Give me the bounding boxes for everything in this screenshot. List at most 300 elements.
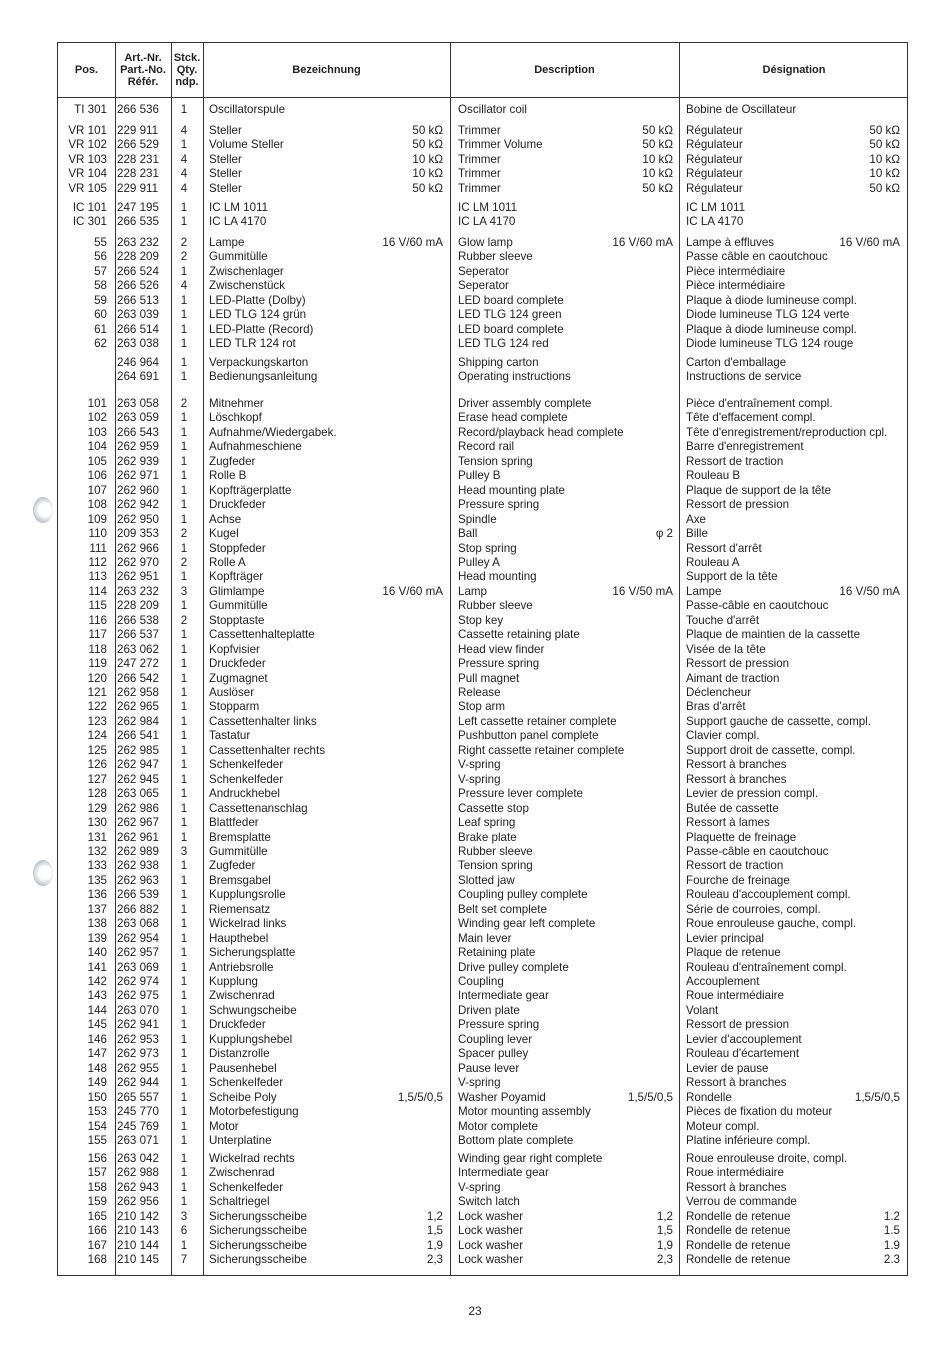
french-designation: Levier principal [686, 931, 764, 945]
german-value: 50 kΩ [412, 181, 443, 195]
table-row [58, 961, 907, 975]
item-position: VR 102 [68, 138, 107, 152]
french-value: 50 kΩ [869, 181, 900, 195]
quantity: 2 [180, 527, 188, 541]
table-row [58, 542, 907, 556]
item-position: 153 [87, 1105, 107, 1119]
french-value: 1.9 [883, 1238, 900, 1252]
part-number: 265 557 [117, 1090, 159, 1104]
german-name: Kupplung [209, 975, 258, 988]
item-position: 148 [87, 1061, 107, 1075]
item-position: 144 [87, 1003, 107, 1017]
french-designation: Accouplement [686, 975, 760, 988]
english-description: IC LA 4170 [458, 215, 516, 229]
quantity: 4 [180, 167, 188, 181]
quantity: 1 [180, 570, 188, 584]
german-name: Riemensatz [209, 902, 271, 916]
header-designation: Désignation [762, 64, 826, 76]
part-number: 266 541 [117, 729, 159, 743]
parts-list-table [57, 42, 908, 1276]
english-description: LED TLG 124 green [458, 308, 562, 322]
binder-hole-lower [33, 860, 53, 886]
quantity: 2 [180, 555, 188, 569]
item-position: 122 [87, 700, 107, 714]
item-position: 101 [87, 397, 107, 410]
quantity: 1 [180, 700, 188, 714]
table-row [58, 744, 907, 758]
german-value: 1,9 [426, 1238, 443, 1252]
table-row [58, 484, 907, 498]
table-row [58, 397, 907, 411]
french-designation: IC LA 4170 [686, 215, 744, 229]
german-name: Zugfeder [209, 454, 256, 468]
table-row [58, 138, 907, 152]
part-number: 262 986 [117, 801, 159, 815]
item-position: 104 [87, 440, 107, 454]
english-description: Drive pulley complete [458, 960, 569, 974]
part-number: 229 911 [117, 124, 159, 137]
item-position: 125 [87, 743, 107, 757]
quantity: 4 [180, 181, 188, 195]
quantity: 1 [180, 816, 188, 830]
item-position: 105 [87, 454, 107, 468]
table-row [58, 1224, 907, 1238]
part-number: 262 956 [117, 1195, 159, 1209]
header-part-number: Art.-Nr. Part.-No. Référ. [120, 52, 166, 88]
item-position: IC 301 [72, 215, 107, 229]
table-row [58, 513, 907, 527]
item-position: 147 [87, 1047, 107, 1061]
quantity: 1 [180, 642, 188, 656]
table-row [58, 337, 907, 351]
french-value: 1,5/5/0,5 [854, 1090, 900, 1104]
french-value: 10 kΩ [869, 152, 900, 166]
english-description: Slotted jaw [458, 873, 515, 887]
part-number: 262 963 [117, 873, 159, 887]
item-position: VR 103 [68, 152, 107, 166]
french-designation: Roue intermédiaire [686, 1166, 784, 1180]
english-description: V-spring [458, 758, 501, 772]
german-name: Auslöser [209, 686, 255, 699]
part-number: 264 691 [117, 370, 159, 384]
table-row [58, 1152, 907, 1166]
part-number: 210 144 [117, 1238, 159, 1252]
french-designation: Ressort de traction [686, 859, 784, 873]
quantity: 1 [180, 454, 188, 468]
english-description: Intermediate gear [458, 1166, 549, 1180]
part-number: 262 947 [117, 758, 159, 772]
part-number: 262 961 [117, 830, 159, 844]
quantity: 1 [180, 215, 188, 229]
quantity: 1 [180, 989, 188, 1003]
german-name: Cassettenanschlag [209, 801, 308, 815]
english-description: Operating instructions [458, 370, 571, 384]
table-row [58, 1120, 907, 1134]
french-designation: Rouleau d'entraînement compl. [686, 960, 847, 974]
table-row [58, 585, 907, 599]
table-row [58, 182, 907, 196]
item-position: 119 [88, 657, 107, 671]
english-description: Trimmer [458, 152, 501, 166]
quantity: 1 [180, 1166, 188, 1180]
part-number: 262 965 [117, 700, 159, 714]
french-designation: Pièce intermédiaire [686, 264, 786, 278]
english-description: Stop arm [458, 700, 506, 714]
part-number: 262 939 [117, 454, 159, 468]
french-designation: Plaque à diode lumineuse compl. [686, 293, 857, 307]
table-row [58, 686, 907, 700]
english-value: 16 V/60 mA [612, 236, 673, 249]
french-designation: Ressort à lames [686, 816, 770, 830]
table-row [58, 1105, 907, 1119]
german-name: Schenkelfeder [209, 772, 284, 786]
german-value: 2,3 [426, 1253, 443, 1267]
german-name: Bedienungsanleitung [209, 370, 318, 384]
quantity: 1 [180, 469, 188, 483]
english-description: Ball [458, 527, 478, 541]
french-designation: Bobine de Oscillateur [686, 103, 797, 116]
english-description: Head view finder [458, 642, 545, 656]
part-number: 262 943 [117, 1180, 159, 1194]
table-row [58, 700, 907, 714]
header-quantity: Stck. Qty. ndp. [173, 52, 201, 88]
item-position: 155 [87, 1133, 107, 1147]
part-number: 262 950 [117, 512, 159, 526]
english-description: Pull magnet [458, 671, 520, 685]
english-description: Head mounting [458, 570, 537, 584]
german-name: Aufnahme/Wiedergabek. [209, 425, 337, 439]
table-row [58, 201, 907, 215]
french-value: 50 kΩ [869, 124, 900, 137]
header-pos: Pos. [74, 64, 99, 76]
german-name: Löschkopf [209, 411, 262, 425]
english-description: Driver assembly complete [458, 397, 592, 410]
english-value: 1,9 [656, 1238, 673, 1252]
quantity: 1 [180, 308, 188, 322]
french-designation: IC LM 1011 [686, 201, 746, 214]
quantity: 1 [180, 498, 188, 512]
english-description: Record/playback head complete [458, 425, 624, 439]
quantity: 1 [180, 1133, 188, 1147]
table-row [58, 1047, 907, 1061]
french-designation: Plaque de maintien de la cassette [686, 628, 861, 642]
english-description: Pressure spring [458, 1018, 540, 1032]
german-name: Gummitülle [209, 250, 268, 264]
english-value: 1,5 [656, 1224, 673, 1238]
table-row [58, 657, 907, 671]
quantity: 1 [180, 1061, 188, 1075]
quantity: 1 [180, 1180, 188, 1194]
german-name: Motor [209, 1119, 239, 1133]
table-row [58, 294, 907, 308]
french-value: 10 kΩ [869, 167, 900, 181]
table-row [58, 903, 907, 917]
english-description: Retaining plate [458, 946, 536, 960]
english-description: Trimmer [458, 181, 501, 195]
french-designation: Régulateur [686, 138, 743, 152]
part-number: 266 524 [117, 264, 159, 278]
part-number: 262 957 [117, 946, 159, 960]
table-row [58, 323, 907, 337]
french-designation: Ressort à branches [686, 1076, 787, 1090]
part-number: 228 231 [117, 152, 159, 166]
english-value: 50 kΩ [642, 124, 673, 137]
german-name: Sicherungsscheibe [209, 1209, 307, 1223]
english-description: Cassette stop [458, 801, 529, 815]
german-name: Sicherungsscheibe [209, 1238, 307, 1252]
german-name: Cassettenhalter rechts [209, 743, 325, 757]
english-description: Winding gear left complete [458, 917, 596, 931]
quantity: 1 [180, 1195, 188, 1209]
german-name: Stoppfeder [209, 541, 266, 555]
quantity: 2 [180, 613, 188, 627]
quantity: 1 [180, 322, 188, 336]
item-position: VR 104 [68, 167, 107, 181]
quantity: 1 [180, 758, 188, 772]
french-designation: Rouleau d'écartement [686, 1047, 800, 1061]
french-designation: Verrou de commande [686, 1195, 797, 1209]
table-row [58, 758, 907, 772]
table-row [58, 1195, 907, 1209]
french-designation: Tête d'effacement compl. [686, 411, 816, 425]
german-name: Kopfvisier [209, 642, 260, 656]
german-name: Schwungscheibe [209, 1003, 297, 1017]
part-number: 266 543 [117, 425, 159, 439]
english-description: Belt set complete [458, 902, 547, 916]
english-value: 10 kΩ [642, 152, 673, 166]
french-designation: Rouleau A [686, 555, 740, 569]
german-name: Rolle A [209, 555, 246, 569]
english-description: Bottom plate complete [458, 1133, 574, 1147]
table-row [58, 932, 907, 946]
german-name: LED-Platte (Record) [209, 322, 314, 336]
french-designation: Rondelle de retenue [686, 1209, 791, 1223]
french-designation: Déclencheur [686, 686, 752, 699]
part-number: 262 974 [117, 975, 159, 988]
german-name: Wickelrad rechts [209, 1152, 295, 1165]
item-position: 60 [94, 308, 107, 322]
french-designation: Ressort de pression [686, 498, 790, 512]
french-value: 16 V/60 mA [839, 236, 900, 249]
part-number: 262 951 [117, 570, 159, 584]
english-description: Lock washer [458, 1253, 524, 1267]
english-description: Motor mounting assembly [458, 1105, 591, 1119]
quantity: 1 [180, 264, 188, 278]
english-value: 1,5/5/0,5 [627, 1090, 673, 1104]
item-position: 59 [94, 293, 107, 307]
part-number: 210 142 [117, 1209, 159, 1223]
quantity: 1 [180, 772, 188, 786]
english-description: Tension spring [458, 454, 533, 468]
english-description: Lamp [458, 584, 488, 598]
quantity: 1 [180, 902, 188, 916]
english-description: Pressure spring [458, 498, 540, 512]
item-position: 113 [88, 570, 107, 584]
table-row [58, 308, 907, 322]
english-description: Washer Poyamid [458, 1090, 546, 1104]
table-row [58, 1181, 907, 1195]
part-number: 262 984 [117, 714, 159, 728]
quantity: 1 [180, 671, 188, 685]
quantity: 1 [180, 440, 188, 454]
table-row [58, 426, 907, 440]
item-position: 111 [89, 541, 107, 555]
german-name: Schenkelfeder [209, 1180, 284, 1194]
item-position: 128 [87, 787, 107, 801]
french-designation: Passe-câble en caoutchouc [686, 844, 829, 858]
english-description: Switch latch [458, 1195, 520, 1209]
item-position: 138 [87, 917, 107, 931]
quantity: 3 [180, 1209, 188, 1223]
french-designation: Régulateur [686, 181, 743, 195]
table-row [58, 975, 907, 989]
english-description: Trimmer [458, 167, 501, 181]
french-designation: Régulateur [686, 124, 743, 137]
german-name: Zugfeder [209, 859, 256, 873]
part-number: 266 526 [117, 279, 159, 293]
part-number: 263 069 [117, 960, 159, 974]
quantity: 1 [180, 657, 188, 671]
german-name: Schenkelfeder [209, 758, 284, 772]
item-position: 159 [87, 1195, 107, 1209]
part-number: 262 955 [117, 1061, 159, 1075]
quantity: 4 [180, 152, 188, 166]
part-number: 262 941 [117, 1018, 159, 1032]
item-position: 168 [87, 1253, 107, 1267]
part-number: 266 542 [117, 671, 159, 685]
german-name: Steller [209, 181, 242, 195]
german-name: Glimlampe [209, 584, 265, 598]
french-designation: Support droit de cassette, compl. [686, 743, 856, 757]
part-number: 262 973 [117, 1047, 159, 1061]
table-row [58, 816, 907, 830]
german-name: Zwischenrad [209, 989, 275, 1003]
quantity: 1 [180, 917, 188, 931]
table-row [58, 715, 907, 729]
french-designation: Rondelle de retenue [686, 1253, 791, 1267]
english-description: Pulley B [458, 469, 501, 483]
german-name: Pausenhebel [209, 1061, 277, 1075]
quantity: 1 [180, 873, 188, 887]
french-designation: Pièces de fixation du moteur [686, 1105, 833, 1119]
quantity: 1 [180, 356, 188, 369]
english-description: Tension spring [458, 859, 533, 873]
item-position: VR 101 [68, 124, 107, 137]
part-number: 266 539 [117, 888, 159, 902]
quantity: 2 [180, 397, 188, 410]
german-name: Haupthebel [209, 931, 269, 945]
english-description: Glow lamp [458, 236, 513, 249]
item-position: 110 [88, 527, 107, 541]
part-number: 262 971 [117, 469, 159, 483]
english-description: Stop key [458, 613, 504, 627]
table-row [58, 787, 907, 801]
french-designation: Clavier compl. [686, 729, 760, 743]
english-description: Motor complete [458, 1119, 538, 1133]
french-designation: Rouleau B [686, 469, 741, 483]
item-position: 146 [87, 1032, 107, 1046]
item-position: 142 [87, 975, 107, 988]
quantity: 1 [180, 103, 188, 116]
item-position: 150 [87, 1090, 107, 1104]
english-description: LED board complete [458, 322, 564, 336]
english-description: Shipping carton [458, 356, 539, 369]
english-description: Lock washer [458, 1209, 524, 1223]
french-designation: Régulateur [686, 167, 743, 181]
part-number: 245 770 [117, 1105, 159, 1119]
table-row [58, 265, 907, 279]
quantity: 4 [180, 279, 188, 293]
english-value: 1,2 [656, 1209, 673, 1223]
french-designation: Plaque de retenue [686, 946, 781, 960]
french-designation: Plaque à diode lumineuse compl. [686, 322, 857, 336]
part-number: 262 985 [117, 743, 159, 757]
item-position: 157 [87, 1166, 107, 1180]
german-name: Bremsgabel [209, 873, 271, 887]
german-name: Druckfeder [209, 1018, 266, 1032]
french-designation: Diode lumineuse TLG 124 rouge [686, 337, 854, 351]
german-name: Motorbefestigung [209, 1105, 299, 1119]
german-name: Steller [209, 152, 242, 166]
item-position: 114 [88, 584, 107, 598]
french-designation: Plaque de support de la tête [686, 483, 832, 497]
french-designation: Ressort de pression [686, 1018, 790, 1032]
quantity: 1 [180, 787, 188, 801]
part-number: 266 536 [117, 103, 159, 116]
item-position: 127 [87, 772, 107, 786]
french-designation: Plaquette de freinage [686, 830, 797, 844]
german-name: Gummitülle [209, 844, 268, 858]
english-description: Cassette retaining plate [458, 628, 580, 642]
part-number: 262 975 [117, 989, 159, 1003]
english-description: IC LM 1011 [458, 201, 518, 214]
german-name: Stopptaste [209, 613, 265, 627]
german-name: Aufnahmeschiene [209, 440, 302, 454]
quantity: 1 [180, 425, 188, 439]
french-designation: Instructions de service [686, 370, 802, 384]
quantity: 3 [180, 584, 188, 598]
table-row [58, 527, 907, 541]
french-value: 2.3 [883, 1253, 900, 1267]
english-description: Pushbutton panel complete [458, 729, 599, 743]
german-name: IC LA 4170 [209, 215, 267, 229]
table-row [58, 599, 907, 613]
quantity: 1 [180, 1105, 188, 1119]
part-number: 263 042 [117, 1152, 159, 1165]
part-number: 262 938 [117, 859, 159, 873]
item-position: 102 [87, 411, 107, 425]
french-designation: Rondelle [686, 1090, 732, 1104]
part-number: 263 070 [117, 1003, 159, 1017]
item-position: 145 [87, 1018, 107, 1032]
english-description: V-spring [458, 1180, 501, 1194]
english-description: Winding gear right complete [458, 1152, 603, 1165]
german-name: Cassettenhalteplatte [209, 628, 315, 642]
english-description: Trimmer Volume [458, 138, 543, 152]
english-description: Erase head complete [458, 411, 568, 425]
quantity: 1 [180, 1018, 188, 1032]
french-designation: Levier de pression compl. [686, 787, 819, 801]
quantity: 1 [180, 1152, 188, 1165]
english-description: Left cassette retainer complete [458, 714, 617, 728]
english-description: Seperator [458, 264, 509, 278]
part-number: 263 039 [117, 308, 159, 322]
quantity: 6 [180, 1224, 188, 1238]
part-number: 263 068 [117, 917, 159, 931]
french-designation: Lampe [686, 584, 722, 598]
german-name: Andruckhebel [209, 787, 280, 801]
german-value: 10 kΩ [412, 152, 443, 166]
